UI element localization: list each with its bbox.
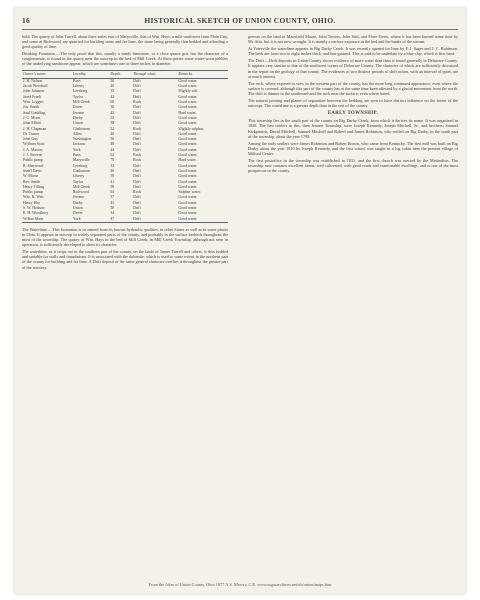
table-cell: E. H. Woodbury (23, 211, 49, 216)
table-cell: Good water. (178, 211, 198, 216)
table-cell: Drift (132, 217, 177, 223)
table-cell: Drift (133, 147, 141, 152)
table-cell: 58 (110, 184, 115, 189)
table-cell: Good water. (178, 174, 198, 179)
right-paragraph: The rock, where exposed to view in the western part of the county, has the more long continued appearance, even where the surface is covered, although this part of the county has at the same time been affected by a glacial movement from the north. The drift is thinner to the southward and the rock near the surface, even where bared. (248, 80, 458, 96)
table-cell: Rock (133, 153, 142, 158)
table-cell: Rock (133, 190, 142, 195)
table-cell: Mill Creek (72, 100, 90, 105)
table-cell: Claibourne (72, 168, 91, 173)
table-cell: Drift (133, 78, 141, 83)
table-header-cell: Through what. (132, 70, 177, 78)
header-rule (22, 29, 458, 30)
table-cell: John Guy (23, 137, 39, 142)
table-cell: Good water. (177, 217, 228, 223)
table-cell: Leesburg (72, 89, 88, 94)
page-header (22, 14, 458, 28)
table-cell: S. W. Hodson (23, 205, 45, 210)
right-column (248, 34, 458, 175)
table-cell: Drift (133, 94, 141, 99)
table-cell: Mill Creek (72, 184, 90, 189)
table-cell: 52 (110, 126, 115, 131)
table-cell: Good water. (178, 137, 198, 142)
table-cell: Drift (133, 105, 141, 110)
table-body (22, 78, 228, 222)
left-paragraph: hold. The quarry of John Turrell, about three miles east of Marysville, that of Wm. Hays, a mile southwest from Plain City, and some at Richwood, are quarried for building stone and for lime, the stone being generally thin bedded and affording a good quality of lime. (22, 34, 229, 50)
table-cell: Dr. Turner (23, 131, 40, 136)
table-cell: Leesburg (72, 163, 88, 168)
running-title: HISTORICAL SKETCH OF UNION COUNTY, OHIO. (144, 16, 336, 25)
table-cell: Good water. (178, 84, 198, 89)
table-cell: Liberty (72, 174, 85, 179)
table-cell: 40 (110, 84, 115, 89)
table-cell: 50 (110, 78, 115, 83)
table-cell: 46 (110, 168, 115, 173)
table-cell: Hard water. (178, 110, 197, 115)
table-cell: Drift (133, 142, 141, 147)
left-paragraph: Drinking Fountains.—The only proof that this, usually a sandy limestone, or a close quartz grit, has the character of a conglomerate, is found in the quarry near the outcrop in the bed of Mill Creek. At these points some water-worn pebbles of the underlying sandstone appear, which are sometimes one or three inches in diameter. (22, 51, 228, 67)
table-cell: Drift (133, 179, 141, 184)
table-cell: J. A. Marion (23, 147, 43, 152)
table-cell: Jos. Smith (23, 105, 40, 110)
table-cell: Paris (72, 153, 81, 158)
table-cell: J. H. Chapman (23, 126, 47, 131)
table-cell: Public pump (23, 190, 43, 195)
table-cell: 35 (110, 89, 115, 94)
table-cell: Drift (133, 205, 141, 210)
table-cell: Drift (133, 211, 141, 216)
right-paragraph: gresses on the land of Mansfield Moore, John Towers, John Stitt, and Peter Ferris, where it has been burned some time by Mr. Stitt, but it is not now wrought. It is mainly a surface exposure in the bed and the banks of the stream. (248, 34, 458, 45)
table-cell: Sam'l Davis (23, 168, 42, 173)
table-cell: Good water. (178, 195, 198, 200)
left-column (22, 34, 228, 272)
table-cell: Good water. (178, 131, 198, 136)
table-cell: Good water. (178, 200, 198, 205)
table-cell: J. J. Stevens (23, 153, 43, 158)
table-cell: 60 (110, 100, 115, 105)
table-cell: Slightly salt. (178, 89, 199, 94)
table-cell: Good water. (178, 168, 198, 173)
table-cell: Good water. (178, 94, 198, 99)
table-cell: 44 (110, 147, 115, 152)
table-cell: Wilbur Main (22, 217, 72, 223)
table-cell: 34 (110, 211, 115, 216)
table-cell: J. H. Nelson (23, 78, 43, 83)
table-cell: Henry Hitt (23, 200, 40, 205)
table-cell: Henry Tilling (23, 184, 45, 189)
table-cell: Good water. (178, 205, 198, 210)
table-cell: 45 (110, 110, 115, 115)
table-cell: Allen (72, 131, 82, 136)
table-cell: William Scott (23, 142, 45, 147)
table-cell: Washington (72, 137, 92, 142)
table-cell: Good water. (178, 142, 198, 147)
table-cell: York (72, 217, 109, 223)
table-cell: John Johnson (23, 89, 45, 94)
table-cell: Drift (133, 163, 141, 168)
table-cell: Rock (133, 158, 142, 163)
table-cell: Drift (133, 174, 141, 179)
page-number: 16 (22, 16, 31, 25)
table-cell: Union (72, 121, 83, 126)
right-paragraph: The first postoffice in the township was established in 1831, and the first church was erected by the Methodists. The township now contains excellent farms, well cultivated, with good roads and comfortable dwellings, and is one of the most prosperous in the county. (248, 157, 458, 174)
table-cell: Drift (133, 110, 141, 115)
table-cell: 33 (110, 163, 115, 168)
table-cell: Hard water. (178, 158, 197, 163)
table-cell: Wm. K. Weir (23, 195, 44, 200)
right-paragraph: This township lies in the south part of the county on Big Darby Creek, from which it derives its name. It was organized in 1828. The first settlers in this, then Jerome Township, were Joseph Kennedy, Joseph Mitchell, Sr., and brothers; Samuel Kirkpatrick, David Mitchell, Samuel Mitchell and Robert and James Robinson, who settled on Big Darby, in the south part of the township, about the year 1798. (248, 118, 458, 139)
table-header-cell: Depth. (109, 70, 132, 78)
table-cell: Union (72, 205, 83, 210)
table-cell: Drift (133, 195, 141, 200)
table-cell: 30 (110, 105, 115, 110)
table-cell: Drift (133, 137, 141, 142)
table-cell: Claibourne (72, 126, 91, 131)
table-row (22, 217, 228, 223)
table-cell: Dover (72, 211, 83, 216)
table-cell: Taylor (72, 179, 84, 184)
table-cell: Rock (133, 126, 142, 131)
table-cell: Marysville (72, 158, 90, 163)
table-cell: Saul Conkling (23, 110, 46, 115)
table-cell: Drift (133, 200, 141, 205)
table-cell: Drift (133, 184, 141, 189)
table-cell: 50 (110, 205, 115, 210)
table-cell: Good water. (178, 105, 198, 110)
table-cell: Jackson (72, 142, 86, 147)
table-cell: Good water. (178, 78, 198, 83)
right-paragraph: The Drift.—Drift deposits in Union County shows evidence of more water than than is found generally in Delaware County. It appears very similar to that of the northwest corner of Delaware County. The character of which are sufficiently discussed in the report on the geology of that county. The evidences of two distinct periods of drift action, with an interval of quiet, are of much interest. (248, 58, 458, 79)
table-cell: J. C. Moon (23, 115, 41, 120)
table-cell: Taylor (72, 94, 84, 99)
left-paragraph: The waterlime, as it crops out in the southern part of the county, on the lands of James Turrell and others, is thin bedded and suitable for walls and foundations. It is associated with the dolomite, which is used to some extent in the northern part of the county for building and for lime. A Drift deposit of the same general character overlies it throughout the greater part of the territory. (22, 249, 228, 270)
table-cell: Jerome (72, 195, 85, 200)
table-cell: Good water. (178, 153, 198, 158)
table-cell: York (72, 147, 81, 152)
table-cell: 48 (110, 142, 115, 147)
table-cell: 43 (110, 200, 115, 205)
table-cell: W. Morse (23, 174, 39, 179)
table-cell: Good water. (178, 100, 198, 105)
document-page (14, 8, 466, 594)
right-paragraph: At Yatesville the waterlime appears in Big Darby Creek. It was recently opened for lime by F. J. Sager and J. C. Robinson. The beds are from two to eight inches thick, and fine grained. This is said to be underlain by a blue clay, which is first hard. (248, 46, 458, 57)
table-cell: 39 (110, 174, 115, 179)
table-cell: Good water. (178, 184, 198, 189)
page-footer: From the Atlas of Union County, Ohio 1877 A.S. Mowry, C.E. www.usgwarchives.net/oh/union/maps.htm (148, 582, 332, 587)
table-cell: Liberty (72, 84, 85, 89)
table-header-cell: Remarks. (177, 70, 228, 78)
table-cell: Darby (72, 115, 83, 120)
table-cell: 70 (110, 158, 115, 163)
table-cell: 40 (110, 131, 115, 136)
table-cell: 42 (110, 94, 115, 99)
table-header-cell: Owner's name. (22, 70, 72, 78)
table-cell: 64 (110, 190, 115, 195)
table-cell: Sulphur water. (178, 190, 202, 195)
table-cell: 62 (110, 153, 115, 158)
right-paragraph: The natural jointing and planes of separation between the bedding are seen to have distinct influence on the forms of the outcrops. The waterlime is a greater depth than in the rest of the county. (248, 98, 458, 109)
table-cell: Jared Frank (23, 94, 42, 99)
table-cell: Slightly sulphur. (178, 126, 205, 131)
table-header-cell: Locality. (72, 70, 109, 78)
table-cell: 36 (110, 137, 115, 142)
table-cell: Drift (133, 121, 141, 126)
table-cell: 47 (109, 217, 132, 223)
section-title: EARLY TOWNSHIP. (327, 111, 379, 117)
table-cell: Good water. (178, 121, 198, 126)
table-cell: Rock (133, 100, 142, 105)
table-cell: Paris (72, 78, 81, 83)
wells-table (22, 70, 228, 223)
table-cell: John Elliott (23, 121, 42, 126)
table-cell: Good water. (178, 163, 198, 168)
table-cell: Drift (133, 131, 141, 136)
table-header-row (22, 70, 228, 78)
table-cell: Jerome (72, 110, 85, 115)
table-cell: Drift (133, 168, 141, 173)
table-cell: Wm. Leggett (23, 100, 44, 105)
table-cell: Dover (72, 105, 83, 110)
table-cell: Drift (133, 84, 141, 89)
table-cell: Good water. (178, 115, 198, 120)
right-paragraph: Among the early settlers were James Robinson and Robert Brown, who came from Kentucky. The first mill was built on Big Darby about the year 1810 by Joseph Kennedy, and the first school was taught in a log cabin near the present village of Milford Center. (248, 140, 458, 156)
table-cell: Drift (133, 115, 141, 120)
left-paragraph: The Waterlime.—This formation is so named from its known hydraulic qualities, in other States as well as in some places in Ohio. It appears in outcrop in widely separated parts of the county, and probably in the surface bedrock throughout the most of the township. The quarry of Wm. Hays in the bed of Mill Creek, in Mill Creek Township, although not seen in operation, is sufficiently developed to show its character. (22, 226, 228, 248)
table-cell: 55 (110, 115, 115, 120)
table-cell: Richwood (72, 190, 89, 195)
table-cell: Public pump (23, 158, 43, 163)
table-cell: 41 (110, 179, 115, 184)
table-cell: Good water. (178, 179, 198, 184)
table-cell: Drift (133, 89, 141, 94)
table-cell: 38 (110, 121, 115, 126)
table-cell: Good water. (178, 147, 198, 152)
table-cell: Jacob Woodruff (23, 84, 48, 89)
table-cell: 37 (110, 195, 115, 200)
table-cell: R. Sherwood (23, 163, 44, 168)
table-cell: Darby (72, 200, 83, 205)
table-cell: Rev. Smith (23, 179, 41, 184)
